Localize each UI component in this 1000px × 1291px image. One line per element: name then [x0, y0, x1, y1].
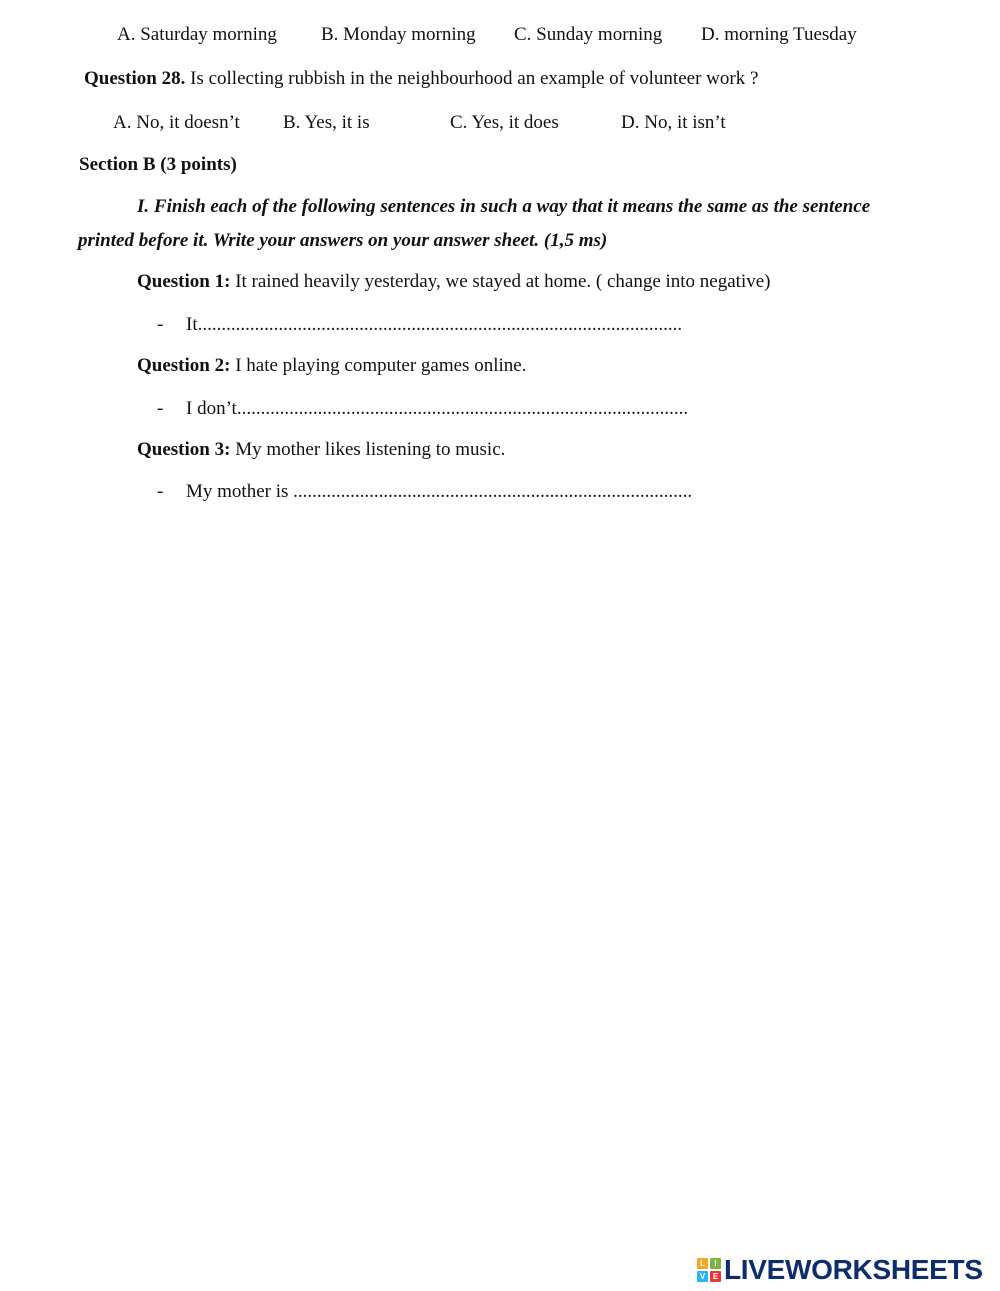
answer-1-line: It......................................................................................................	[186, 314, 683, 335]
answer-1-dash: -	[157, 314, 164, 335]
answer-3-line: My mother is ....................................................................................	[186, 481, 693, 502]
q27-option-b: B. Monday morning	[321, 24, 476, 45]
q27-option-d: D. morning Tuesday	[701, 24, 857, 45]
q28-option-a: A. No, it doesn’t	[113, 112, 240, 133]
q27-option-c: C. Sunday morning	[514, 24, 663, 45]
q28-option-d: D. No, it isn’t	[621, 112, 726, 133]
liveworksheets-logo	[697, 1256, 983, 1284]
question-2-text: I hate playing computer games online.	[230, 355, 527, 376]
answer-2-line: I don’t...............................................................................................	[186, 398, 689, 419]
q28-question	[84, 69, 758, 88]
q28-option-b: B. Yes, it is	[283, 112, 370, 133]
logo-text: LIVEWORKSHEETS	[724, 1254, 983, 1285]
logo-block-v: V	[697, 1271, 708, 1282]
question-3-label: Question 3:	[137, 439, 231, 460]
question-3	[137, 440, 505, 459]
q28-label: Question 28.	[84, 68, 186, 89]
question-1-text: It rained heavily yesterday, we stayed at home. ( change into negative)	[230, 271, 771, 292]
question-3-text: My mother likes listening to music.	[230, 439, 506, 460]
q28-text: Is collecting rubbish in the neighbourhood an example of volunteer work ?	[185, 68, 759, 89]
q28-option-c: C. Yes, it does	[450, 112, 559, 133]
logo-block-i: I	[710, 1258, 721, 1269]
instruction-line-2: printed before it. Write your answers on your answer sheet. (1,5 ms)	[78, 230, 608, 251]
logo-block-l: L	[697, 1258, 708, 1269]
question-1-label: Question 1:	[137, 271, 231, 292]
q27-option-a: A. Saturday morning	[117, 24, 277, 45]
question-1	[137, 272, 771, 291]
logo-block-e: E	[710, 1271, 721, 1282]
answer-2-dash: -	[157, 398, 164, 419]
section-b-title: Section B (3 points)	[79, 154, 237, 175]
instruction-line-1: I. Finish each of the following sentences in such a way that it means the same as the sentence	[137, 196, 871, 217]
answer-3-dash: -	[157, 481, 164, 502]
question-2	[137, 356, 526, 375]
question-2-label: Question 2:	[137, 355, 231, 376]
logo-blocks-icon	[697, 1258, 721, 1282]
